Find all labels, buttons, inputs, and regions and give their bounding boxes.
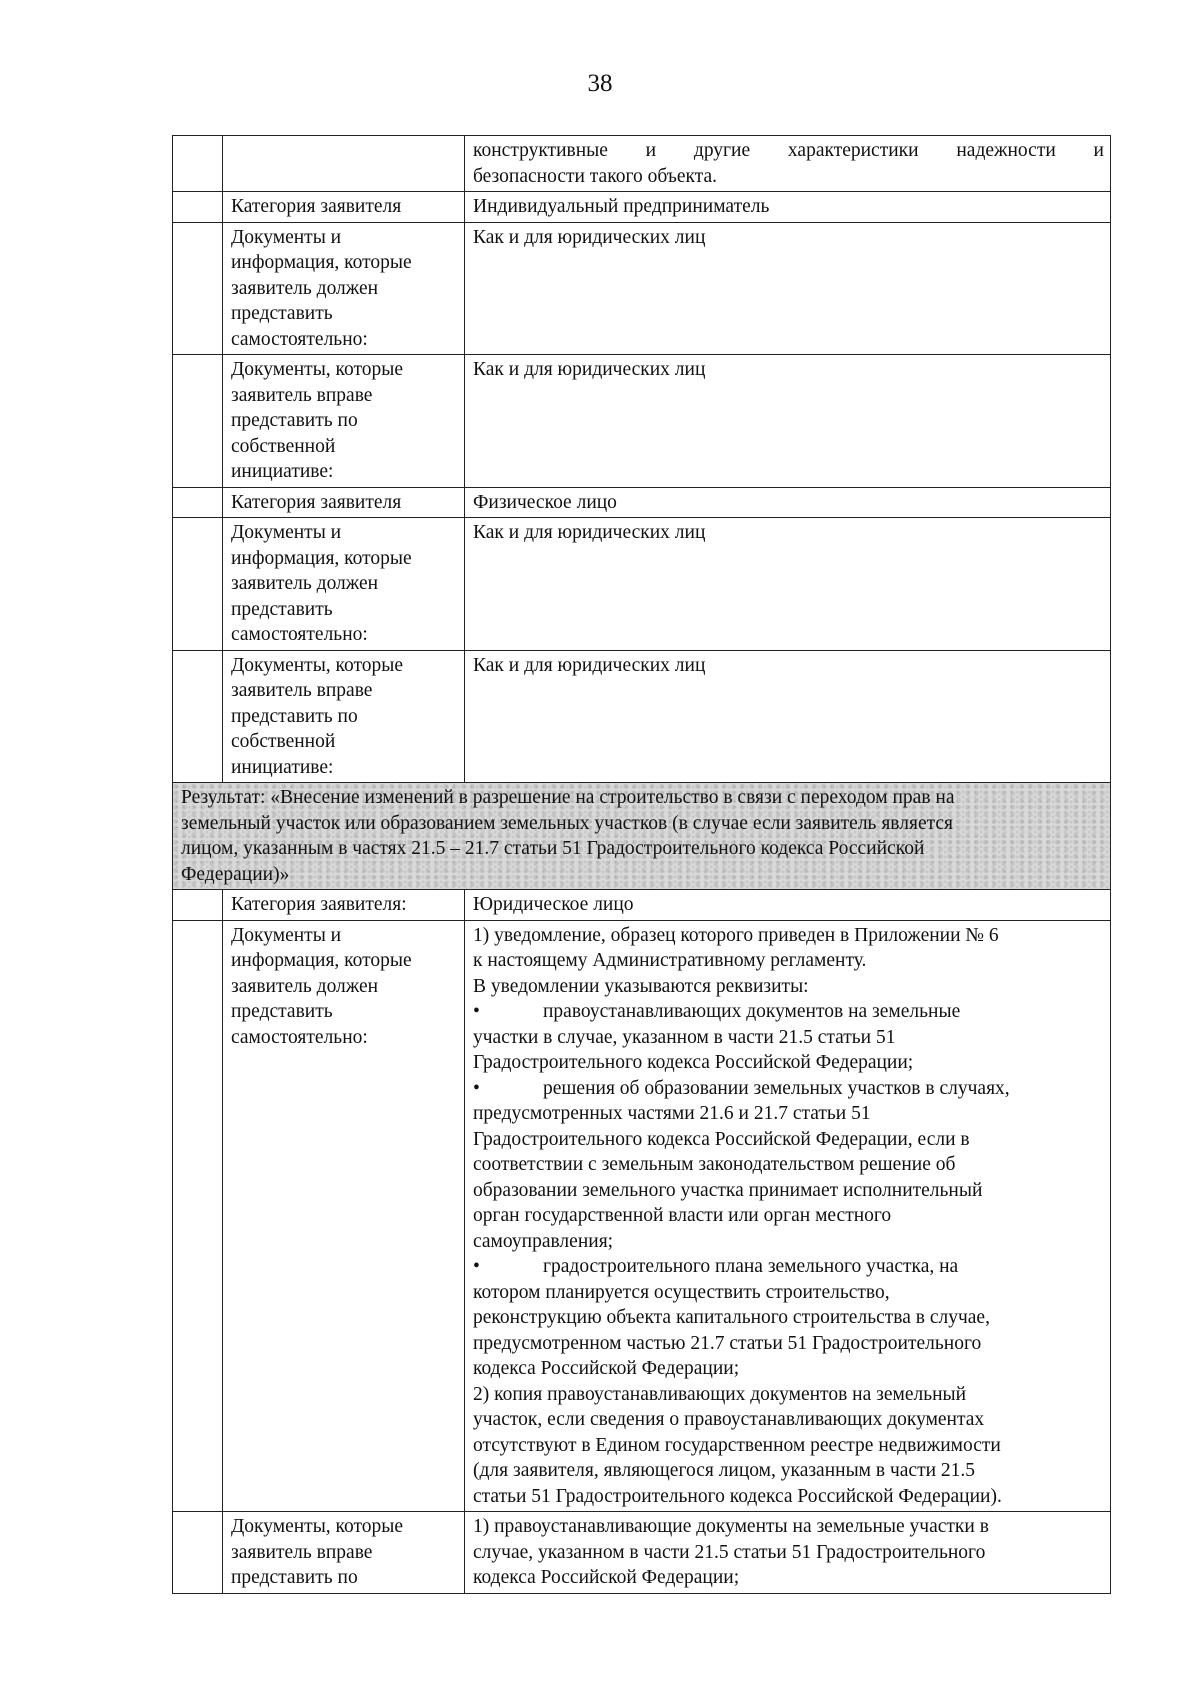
docs-value: Как и для юридических лиц — [465, 222, 1111, 355]
label-line: представить по — [231, 1567, 358, 1588]
category-label: Категория заявителя: — [223, 890, 465, 921]
index-cell — [173, 518, 223, 651]
label-line: заявитель должен — [231, 975, 379, 997]
label-line: Документы и — [231, 522, 342, 543]
ip-category-row — [173, 192, 1111, 223]
continuation-row — [173, 136, 1111, 192]
label-line: заявитель должен — [231, 573, 379, 594]
bullet-text: решения об образовании земельных участков в случаях, — [543, 1077, 1010, 1099]
ip-docs-required-row — [173, 222, 1111, 355]
bullet-line: участки в случае, указанном в части 21.5 статьи 51 — [473, 1026, 896, 1048]
label-line: самостоятельно: — [231, 1026, 368, 1048]
ul-docs-required-row — [173, 920, 1111, 1512]
index-cell — [173, 192, 223, 223]
docs-label — [223, 518, 465, 651]
bullet-text: градостроительного плана земельного участка, на — [543, 1256, 959, 1277]
bullet-line: котором планируется осуществить строительство, — [473, 1281, 890, 1303]
bullet-line: предусмотренных частями 21.6 и 21.7 статьи 51 — [473, 1103, 871, 1124]
docs-value: Как и для юридических лиц — [465, 650, 1111, 783]
tail-line: 2) копия правоустанавливающих документов на земельный — [473, 1383, 967, 1405]
intro-line: к настоящему Административному регламенту. — [473, 950, 867, 971]
label-line: заявитель вправе — [231, 384, 373, 406]
label-line: самостоятельно: — [231, 624, 368, 645]
value-cell — [465, 136, 1111, 192]
ul-docs-optional-row — [173, 1512, 1111, 1594]
label-line: информация, которые — [231, 547, 412, 569]
label-line: собственной — [231, 731, 336, 752]
result-row — [173, 783, 1111, 890]
page-number: 38 — [587, 70, 613, 97]
bullet-icon: • — [473, 1001, 480, 1022]
bullet-line: предусмотренном частью 21.7 статьи 51 Градостроительного — [473, 1332, 982, 1354]
category-label: Категория заявителя — [223, 487, 465, 518]
label-line: представить — [231, 598, 333, 620]
tail-line: (для заявителя, являющегося лицом, указанным в части 21.5 — [473, 1460, 976, 1481]
label-cell — [223, 136, 465, 192]
docs-value: Как и для юридических лиц — [465, 355, 1111, 488]
category-value: Индивидуальный предприниматель — [465, 192, 1111, 223]
bullet-line: кодекса Российской Федерации; — [473, 1358, 740, 1379]
tail-line: участок, если сведения о правоустанавливающих документах — [473, 1409, 985, 1430]
index-cell — [173, 890, 223, 921]
fl-docs-optional-row — [173, 650, 1111, 783]
index-cell — [173, 355, 223, 488]
index-cell — [173, 222, 223, 355]
result-line: лицом, указанным в частях 21.5 – 21.7 статьи 51 Градостроительного кодекса Российской — [181, 838, 925, 859]
tail-line: статьи 51 Градостроительного кодекса Российской Федерации). — [473, 1485, 1002, 1507]
bullet-line: орган государственной власти или орган местного — [473, 1205, 892, 1226]
bullet-item — [473, 999, 1104, 1025]
docs-label — [223, 222, 465, 355]
bullet-item — [473, 1076, 1104, 1102]
index-cell — [173, 1512, 223, 1594]
label-line: собственной — [231, 435, 336, 457]
bullet-item — [473, 1254, 1104, 1280]
category-label: Категория заявителя — [223, 192, 465, 223]
label-line: заявитель должен — [231, 277, 379, 299]
label-line: инициативе: — [231, 461, 334, 482]
value-line: 1) правоустанавливающие документы на земельные участки в — [473, 1516, 989, 1537]
intro-line: В уведомлении указываются реквизиты: — [473, 975, 809, 997]
label-line: представить по — [231, 705, 358, 727]
label-line: Документы и — [231, 924, 342, 946]
ip-docs-optional-row — [173, 355, 1111, 488]
category-value: Физическое лицо — [465, 487, 1111, 518]
fl-docs-required-row — [173, 518, 1111, 651]
label-line: заявитель вправе — [231, 1541, 373, 1563]
result-line: Результат: «Внесение изменений в разрешение на строительство в связи с переходом прав на — [181, 787, 955, 808]
index-cell — [173, 650, 223, 783]
docs-value — [465, 920, 1111, 1512]
label-line: представить — [231, 303, 333, 324]
docs-label — [223, 355, 465, 488]
docs-value: Как и для юридических лиц — [465, 518, 1111, 651]
label-line: представить по — [231, 410, 358, 431]
docs-label — [223, 1512, 465, 1594]
index-cell — [173, 920, 223, 1512]
label-line: самостоятельно: — [231, 328, 368, 350]
ul-category-row — [173, 890, 1111, 921]
bullet-icon: • — [473, 1077, 480, 1099]
label-line: заявитель вправе — [231, 680, 373, 701]
index-cell — [173, 487, 223, 518]
result-line: земельный участок или образованием земельных участков (в случае если заявитель является — [181, 812, 953, 834]
continuation-line: безопасности такого объекта. — [473, 165, 718, 187]
bullet-line: самоуправления; — [473, 1230, 614, 1252]
docs-label — [223, 920, 465, 1512]
bullet-text: правоустанавливающих документов на земельные — [543, 1001, 961, 1022]
intro-line: 1) уведомление, образец которого приведен в Приложении № 6 — [473, 924, 999, 946]
docs-value — [465, 1512, 1111, 1594]
fl-category-row — [173, 487, 1111, 518]
continuation-line: конструктивные и другие характеристики надежности и — [473, 140, 1104, 161]
bullet-line: Градостроительного кодекса Российской Федерации, если в — [473, 1128, 970, 1150]
value-line: кодекса Российской Федерации; — [473, 1567, 740, 1588]
label-line: Документы, которые — [231, 654, 404, 676]
tail-line: отсутствуют в Едином государственном реестре недвижимости — [473, 1434, 1001, 1456]
bullet-line: реконструкцию объекта капитального строительства в случае, — [473, 1307, 990, 1328]
bullet-icon: • — [473, 1256, 480, 1277]
services-table — [172, 135, 1111, 1594]
category-value: Юридическое лицо — [465, 890, 1111, 921]
label-line: информация, которые — [231, 950, 412, 971]
label-line: представить — [231, 1001, 333, 1022]
index-cell — [173, 136, 223, 192]
bullet-line: соответствии с земельным законодательством решение об — [473, 1154, 956, 1175]
docs-label — [223, 650, 465, 783]
label-line: Документы, которые — [231, 1516, 404, 1537]
bullet-line: Градостроительного кодекса Российской Федерации; — [473, 1052, 914, 1073]
label-line: Документы, которые — [231, 359, 404, 380]
result-line: Федерации)» — [181, 863, 290, 885]
bullet-line: образовании земельного участка принимает исполнительный — [473, 1179, 983, 1201]
value-line: случае, указанном в части 21.5 статьи 51 Градостроительного — [473, 1541, 986, 1563]
label-line: информация, которые — [231, 252, 412, 273]
result-heading — [173, 783, 1111, 890]
label-line: Документы и — [231, 226, 342, 248]
label-line: инициативе: — [231, 756, 334, 778]
